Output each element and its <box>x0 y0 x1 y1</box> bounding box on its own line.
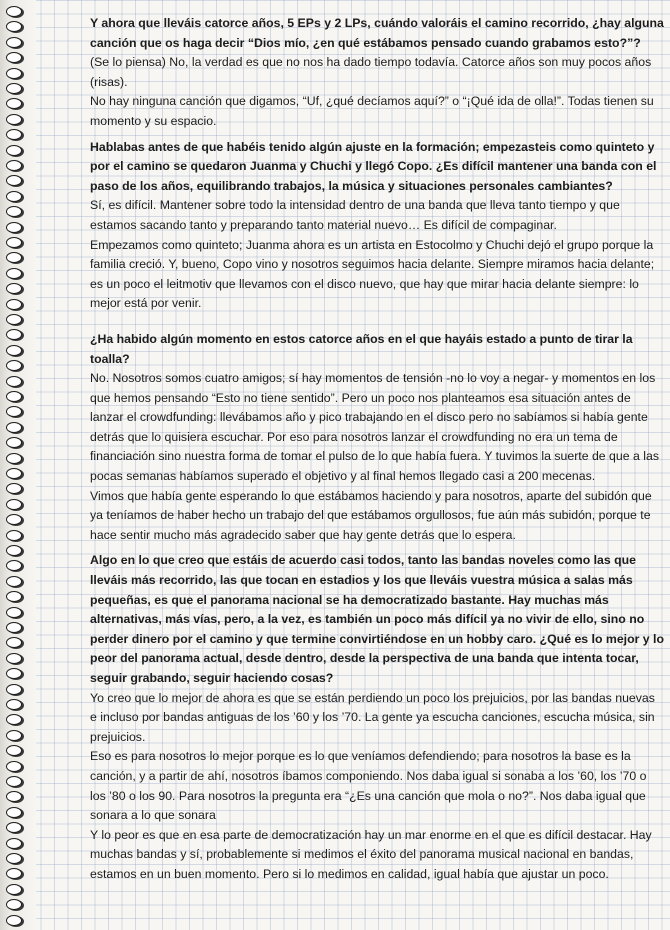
binding-hole <box>6 314 22 325</box>
answer-3-paragraph-1: No. Nosotros somos cuatro amigos; sí hay momentos de tensión -no lo voy a negar- y momentos en los que hemos pensando “Esto no tiene sentido”. Pero un poco nos planteamos esa situación antes de lanzar el crowdfunding: llevábamos año y pico trabajando en el disco pero no sabíamos si había gente detrás que lo quisiera escuchar. Por eso para nosotros lanzar el crowdfunding no era un tema de financiación sino nuestra forma de tomar el pulso de lo que había fuera. Y tuvimos la suerte de que a las pocas semanas habíamos superado el objetivo y al final hemos llegado casi a 200 mecenas. <box>90 371 659 484</box>
binding-hole <box>6 268 22 279</box>
binding-hole <box>6 299 22 310</box>
binding-hole <box>6 376 22 387</box>
binding-hole <box>6 483 22 494</box>
binding-hole <box>6 206 22 217</box>
binding-hole <box>6 499 22 510</box>
binding-hole <box>6 468 22 479</box>
binding-hole <box>6 761 22 772</box>
binding-hole <box>6 6 22 17</box>
answer-3-paragraph-2: Vimos que había gente esperando lo que estábamos haciendo y para nosotros, aparte del subidón que ya teníamos de haber hecho un trabajo del que estábamos orgullosos, fue aún más subidón, porque te hace sentir mucho más agradecido saber que hay gente detrás que lo espera. <box>90 488 652 542</box>
question-3: ¿Ha habido algún momento en estos catorce años en el que hayáis estado a punto de tirar la toalla? <box>90 331 633 366</box>
binding-hole <box>6 391 22 402</box>
binding-hole <box>6 453 22 464</box>
binding-hole <box>6 237 22 248</box>
answer-4-paragraph-3: Y lo peor es que en esa parte de democratización hay un mar enorme en el que es difícil destacar. Hay muchas bandas y sí, probablemente si medimos el éxito del panorama musical nacional en bandas, estamos en un buen momento. Pero si lo medimos en calidad, igual había que ajustar un poco. <box>90 827 652 881</box>
binding-hole <box>6 560 22 571</box>
question-2: Hablabas antes de que habéis tenido algún ajuste en la formación; empezasteis como quinteto y por el camino se quedaron Juanma y Chuchi y llegó Copo. ¿Es difícil mantener una banda con el paso de los años, equilibrando trabajos, la música y situaciones personales cambiantes? <box>90 139 657 193</box>
binding-hole <box>6 345 22 356</box>
binding-hole <box>6 668 22 679</box>
binding-hole <box>6 191 22 202</box>
binding-hole <box>6 160 22 171</box>
binding-hole <box>6 530 22 541</box>
binding-hole <box>6 776 22 787</box>
answer-2-paragraph-2: Empezamos como quinteto; Juanma ahora es un artista en Estocolmo y Chuchi dejó el grupo porque la familia creció. Y, bueno, Copo vino y nosotros seguimos hacia delante. Siempre miramos hacia delante; es un poco el leitmotiv que llevamos con el disco nuevo, que hay que mirar hacia delante siempre: lo mejor está por venir. <box>90 237 655 311</box>
answer-2-paragraph-1: Sí, es difícil. Mantener sobre todo la intensidad dentro de una banda que lleva tanto tiempo y que estamos sacando tanto y preparando tanto material nuevo… Es difícil de compaginar. <box>90 198 620 232</box>
binding-hole <box>6 83 22 94</box>
binding-hole <box>6 822 22 833</box>
binding-hole <box>6 222 22 233</box>
spiral-binding-holes <box>0 6 30 926</box>
binding-hole <box>6 838 22 849</box>
question-4: Algo en lo que creo que estáis de acuerdo casi todos, tanto las bandas noveles como las que lleváis más recorrido, las que tocan en estadios y los que lleváis vuestra música a salas más pequeñas, es que el panorama nacional se ha democratizado bastante. Hay muchas más alternativas, más vías, pero, a la vez, es también un poco más difícil ya no vivir de ello, sino no perder dinero por el camino y que termine convirtiéndose en un hobby caro. ¿Qué es lo mejor y lo peor del panorama actual, desde dentro, desde la perspectiva de una banda que intenta tocar, seguir grabando, seguir haciendo cosas? <box>90 553 664 685</box>
binding-hole <box>6 622 22 633</box>
binding-hole <box>6 406 22 417</box>
binding-hole <box>6 745 22 756</box>
binding-hole <box>6 545 22 556</box>
binding-hole <box>6 37 22 48</box>
binding-hole <box>6 175 22 186</box>
binding-hole <box>6 714 22 725</box>
binding-hole <box>6 514 22 525</box>
binding-hole <box>6 884 22 895</box>
binding-hole <box>6 145 22 156</box>
binding-hole <box>6 437 22 448</box>
binding-hole <box>6 653 22 664</box>
binding-hole <box>6 607 22 618</box>
binding-hole <box>6 329 22 340</box>
binding-hole <box>6 21 22 32</box>
binding-hole <box>6 791 22 802</box>
binding-hole <box>6 252 22 263</box>
binding-hole <box>6 576 22 587</box>
binding-hole <box>6 422 22 433</box>
binding-hole <box>6 98 22 109</box>
binding-hole <box>6 360 22 371</box>
answer-4-paragraph-2: Eso es para nosotros lo mejor porque es lo que veníamos defendiendo; para nosotros la base es la canción, y a partir de ahí, nosotros íbamos componiendo. Nos daba igual si sonaba a los ’60, los ’70 o los ’80 o los 90. Para nosotros la pregunta era “¿Es una canción que mola o no?”. Nos daba igual que sonara a lo que sonara <box>90 749 647 823</box>
binding-hole <box>6 868 22 879</box>
binding-hole <box>6 899 22 910</box>
binding-hole <box>6 591 22 602</box>
question-1: Y ahora que lleváis catorce años, 5 EPs y 2 LPs, cuándo valoráis el camino recorrido, ¿hay alguna canción que os haga decir “Dios mío, ¿en qué estábamos pensado cuando grabamos esto?”? <box>90 16 664 50</box>
binding-hole <box>6 283 22 294</box>
binding-hole <box>6 684 22 695</box>
interview-text <box>90 14 664 885</box>
binding-hole <box>6 915 22 926</box>
binding-hole <box>6 730 22 741</box>
binding-hole <box>6 114 22 125</box>
answer-1-paragraph-2: No hay ninguna canción que digamos, “Uf, ¿qué decíamos aquí?” o “¡Qué ida de olla!”. Todas tienen su momento y su espacio. <box>90 94 654 128</box>
binding-hole <box>6 637 22 648</box>
binding-hole <box>6 68 22 79</box>
binding-hole <box>6 52 22 63</box>
binding-hole <box>6 129 22 140</box>
binding-hole <box>6 807 22 818</box>
answer-1-paragraph-1: (Se lo piensa) No, la verdad es que no nos ha dado tiempo todavía. Catorce años son muy pocos años (risas). <box>90 55 652 89</box>
binding-hole <box>6 699 22 710</box>
binding-hole <box>6 853 22 864</box>
answer-4-paragraph-1: Yo creo que lo mejor de ahora es que se están perdiendo un poco los prejuicios, por las bandas nuevas e incluso por bandas antiguas de los ’60 y los ’70. La gente ya escucha canciones, escucha música, sin prejuicios. <box>90 690 655 744</box>
